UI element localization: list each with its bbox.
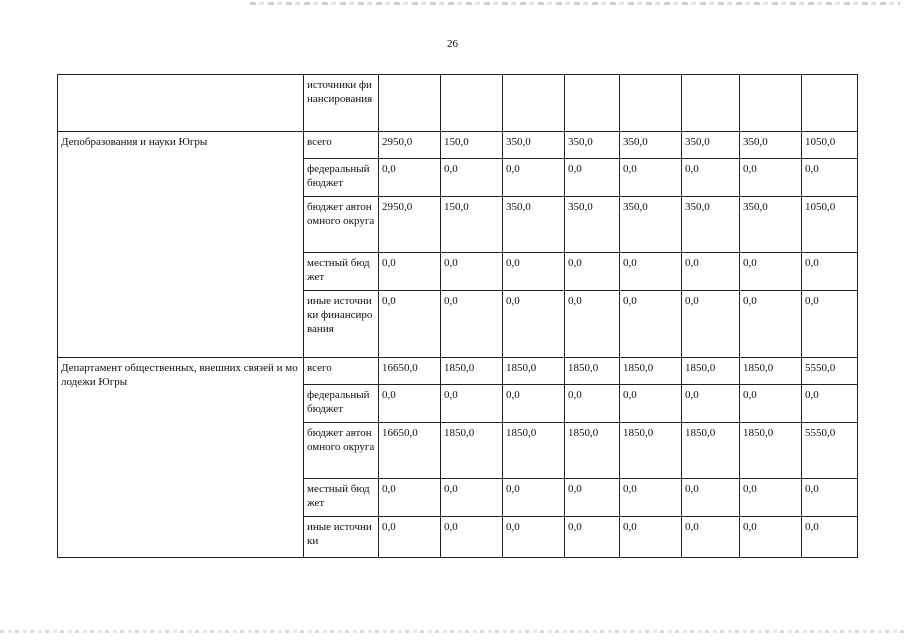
- amount-cell: 5550,0: [802, 358, 858, 385]
- amount-cell: 16650,0: [379, 358, 441, 385]
- amount-cell: 5550,0: [802, 423, 858, 479]
- amount-cell: 0,0: [565, 385, 620, 423]
- funding-source-cell: федеральный бюджет: [304, 385, 379, 423]
- amount-cell: 0,0: [441, 479, 503, 517]
- amount-cell: 1850,0: [620, 423, 682, 479]
- amount-cell: 0,0: [379, 253, 441, 291]
- amount-cell: 0,0: [802, 385, 858, 423]
- amount-cell: 0,0: [441, 159, 503, 197]
- amount-cell: 0,0: [503, 253, 565, 291]
- amount-cell: 0,0: [441, 517, 503, 558]
- amount-cell: 0,0: [620, 479, 682, 517]
- amount-cell: 350,0: [620, 197, 682, 253]
- amount-cell: 0,0: [682, 291, 740, 358]
- amount-cell: 350,0: [682, 197, 740, 253]
- amount-cell: 0,0: [503, 385, 565, 423]
- amount-cell: 1850,0: [740, 423, 802, 479]
- amount-cell: [503, 75, 565, 132]
- amount-cell: 0,0: [441, 385, 503, 423]
- amount-cell: 0,0: [620, 385, 682, 423]
- amount-cell: 350,0: [503, 132, 565, 159]
- amount-cell: 350,0: [565, 132, 620, 159]
- amount-cell: 1850,0: [682, 423, 740, 479]
- amount-cell: 0,0: [802, 253, 858, 291]
- amount-cell: 0,0: [503, 291, 565, 358]
- amount-cell: 1850,0: [503, 358, 565, 385]
- amount-cell: 0,0: [565, 291, 620, 358]
- amount-cell: 350,0: [620, 132, 682, 159]
- funding-source-cell: иные источники: [304, 517, 379, 558]
- amount-cell: 0,0: [441, 253, 503, 291]
- amount-cell: 0,0: [620, 291, 682, 358]
- funding-source-cell: федеральный бюджет: [304, 159, 379, 197]
- amount-cell: 0,0: [620, 253, 682, 291]
- table-row: [58, 132, 858, 159]
- funding-source-cell: всего: [304, 358, 379, 385]
- amount-cell: 1850,0: [565, 358, 620, 385]
- amount-cell: 0,0: [503, 517, 565, 558]
- org-name-cell: [58, 75, 304, 132]
- amount-cell: 0,0: [740, 253, 802, 291]
- amount-cell: 350,0: [740, 132, 802, 159]
- amount-cell: 0,0: [740, 517, 802, 558]
- amount-cell: 0,0: [379, 479, 441, 517]
- amount-cell: 1850,0: [565, 423, 620, 479]
- amount-cell: [441, 75, 503, 132]
- amount-cell: 1850,0: [740, 358, 802, 385]
- org-name-cell: Департамент общественных, внешних связей и молодежи Югры: [58, 358, 304, 558]
- funding-source-cell: местный бюджет: [304, 253, 379, 291]
- funding-source-cell: иные источники финансирования: [304, 291, 379, 358]
- scan-edge-bottom: [0, 630, 905, 633]
- funding-table: [57, 74, 858, 558]
- amount-cell: 0,0: [740, 479, 802, 517]
- org-name-cell: Депобразования и науки Югры: [58, 132, 304, 358]
- amount-cell: 0,0: [740, 159, 802, 197]
- amount-cell: 0,0: [503, 159, 565, 197]
- amount-cell: 350,0: [682, 132, 740, 159]
- funding-source-cell: источники финансирования: [304, 75, 379, 132]
- amount-cell: 350,0: [503, 197, 565, 253]
- table-row: [58, 75, 858, 132]
- amount-cell: [682, 75, 740, 132]
- amount-cell: [740, 75, 802, 132]
- amount-cell: 1850,0: [441, 423, 503, 479]
- amount-cell: 350,0: [740, 197, 802, 253]
- amount-cell: 0,0: [565, 517, 620, 558]
- amount-cell: 0,0: [740, 291, 802, 358]
- amount-cell: 0,0: [379, 385, 441, 423]
- page-number: 26: [447, 38, 458, 50]
- amount-cell: 0,0: [620, 517, 682, 558]
- amount-cell: 2950,0: [379, 197, 441, 253]
- amount-cell: 0,0: [379, 291, 441, 358]
- amount-cell: 0,0: [802, 291, 858, 358]
- funding-source-cell: бюджет автономного округа: [304, 423, 379, 479]
- amount-cell: 1050,0: [802, 197, 858, 253]
- amount-cell: [802, 75, 858, 132]
- amount-cell: 0,0: [379, 159, 441, 197]
- amount-cell: 2950,0: [379, 132, 441, 159]
- amount-cell: 0,0: [740, 385, 802, 423]
- amount-cell: 0,0: [503, 479, 565, 517]
- table-row: [58, 358, 858, 385]
- amount-cell: 0,0: [682, 479, 740, 517]
- amount-cell: 0,0: [682, 253, 740, 291]
- funding-source-cell: местный бюджет: [304, 479, 379, 517]
- amount-cell: 150,0: [441, 197, 503, 253]
- amount-cell: 16650,0: [379, 423, 441, 479]
- amount-cell: 1850,0: [682, 358, 740, 385]
- amount-cell: 0,0: [802, 479, 858, 517]
- amount-cell: 1050,0: [802, 132, 858, 159]
- amount-cell: 1850,0: [620, 358, 682, 385]
- amount-cell: [620, 75, 682, 132]
- amount-cell: 1850,0: [441, 358, 503, 385]
- amount-cell: 150,0: [441, 132, 503, 159]
- amount-cell: 0,0: [441, 291, 503, 358]
- amount-cell: 0,0: [682, 385, 740, 423]
- amount-cell: 0,0: [682, 159, 740, 197]
- amount-cell: 350,0: [565, 197, 620, 253]
- table-body: [58, 75, 858, 558]
- amount-cell: 0,0: [620, 159, 682, 197]
- funding-source-cell: всего: [304, 132, 379, 159]
- amount-cell: 0,0: [565, 253, 620, 291]
- funding-source-cell: бюджет автономного округа: [304, 197, 379, 253]
- amount-cell: 1850,0: [503, 423, 565, 479]
- amount-cell: [379, 75, 441, 132]
- amount-cell: 0,0: [565, 479, 620, 517]
- amount-cell: 0,0: [802, 159, 858, 197]
- scan-edge-top: [250, 2, 900, 5]
- amount-cell: 0,0: [379, 517, 441, 558]
- amount-cell: 0,0: [682, 517, 740, 558]
- amount-cell: 0,0: [565, 159, 620, 197]
- amount-cell: [565, 75, 620, 132]
- amount-cell: 0,0: [802, 517, 858, 558]
